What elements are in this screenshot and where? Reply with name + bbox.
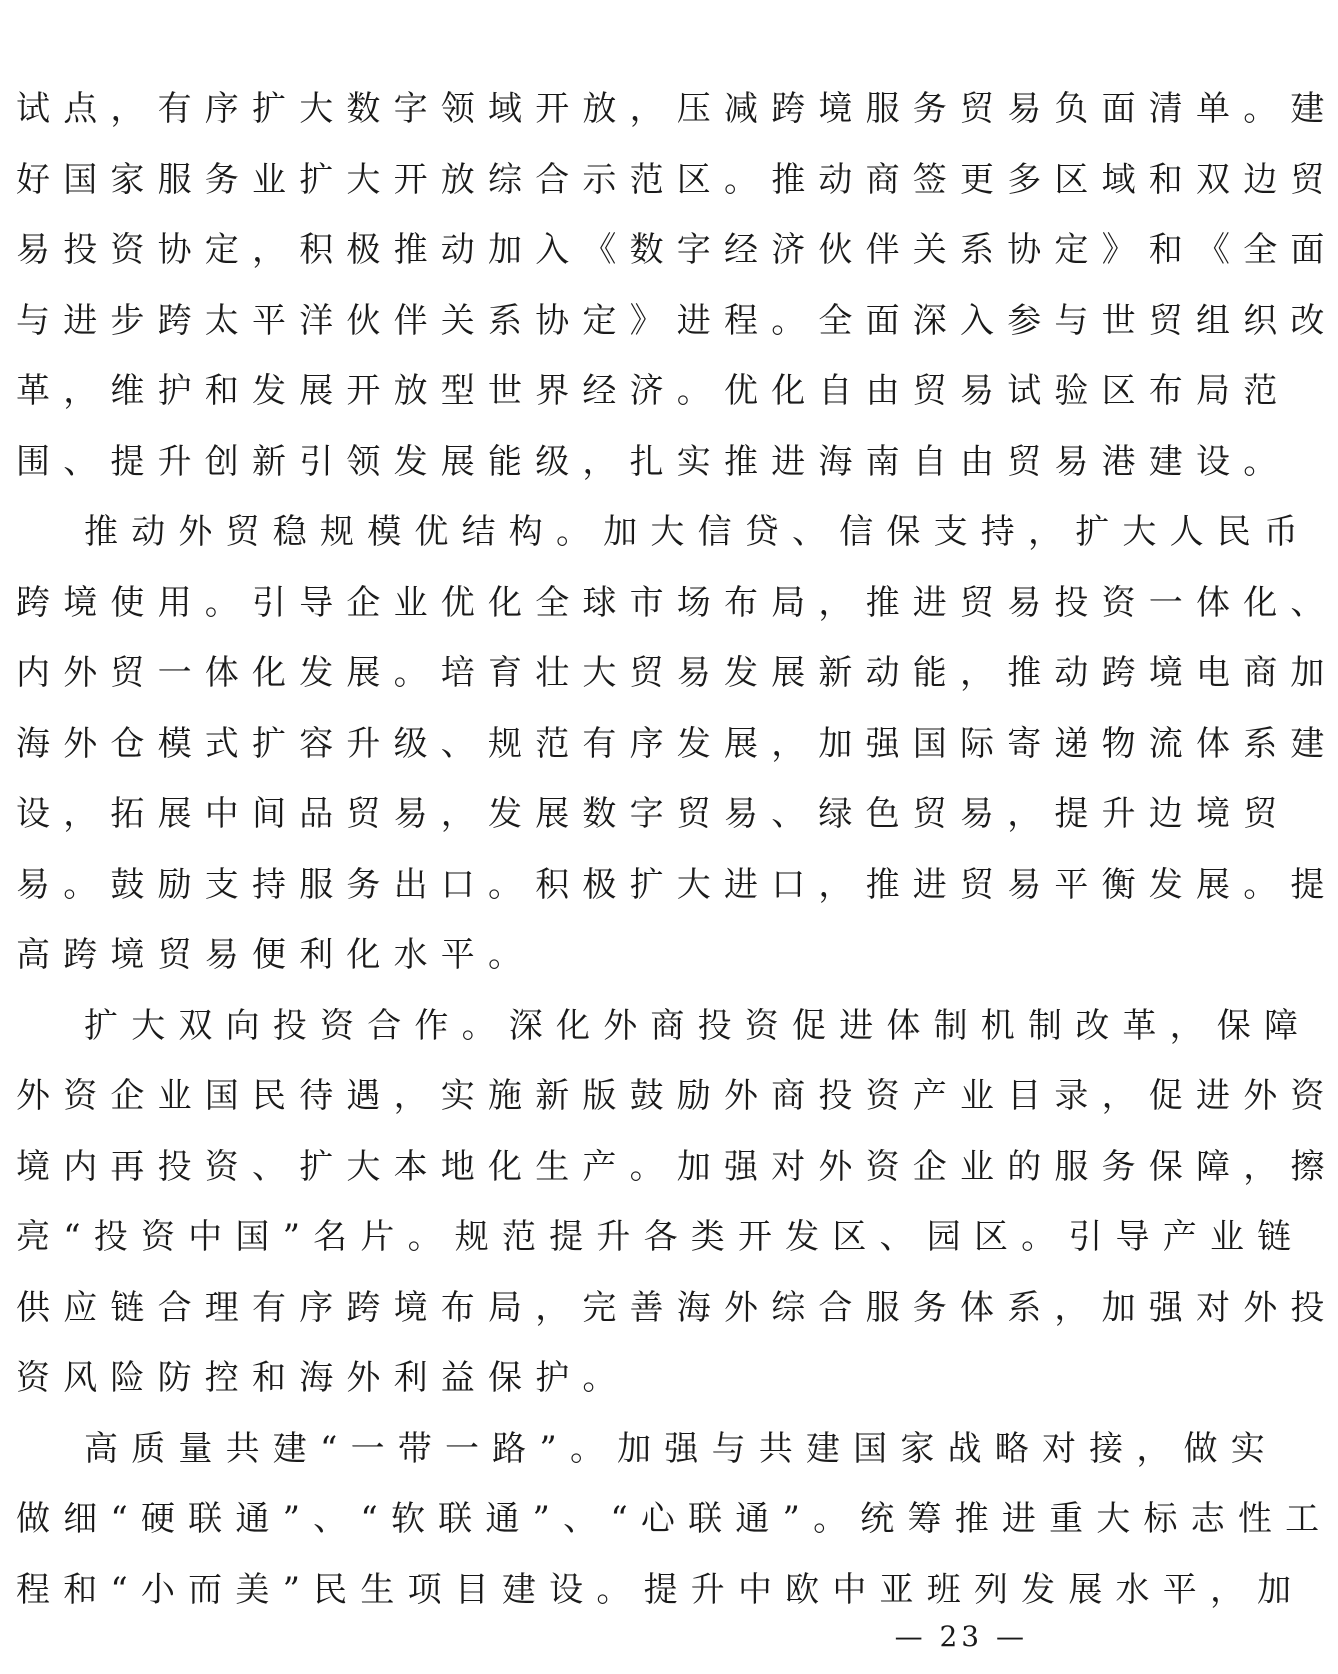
text-line: 易。鼓励支持服务出口。积极扩大进口，推进贸易平衡发展。提	[16, 864, 1338, 905]
paragraph-2	[16, 497, 1338, 991]
text-line: 亮“投资中国”名片。规范提升各类开发区、园区。引导产业链	[16, 1217, 1305, 1257]
text-line: 高跨境贸易便利化水平。	[16, 935, 536, 975]
text-line: 与进步跨太平洋伙伴关系协定》进程。全面深入参与世贸组织改	[16, 300, 1338, 341]
text-line: 扩大双向投资合作。深化外商投资促进体制机制改革，保障	[84, 1005, 1312, 1046]
text-line: 推动外贸稳规模优结构。加大信贷、信保支持，扩大人民币	[84, 512, 1312, 552]
text-line: 海外仓模式扩容升级、规范有序发展，加强国际寄递物流体系建	[16, 723, 1338, 764]
text-line: 供应链合理有序跨境布局，完善海外综合服务体系，加强对外投	[16, 1287, 1338, 1328]
text-line: 好国家服务业扩大开放综合示范区。推动商签更多区域和双边贸	[16, 159, 1338, 200]
text-line: 境内再投资、扩大本地化生产。加强对外资企业的服务保障，擦	[16, 1146, 1338, 1187]
text-line: 做细“硬联通”、“软联通”、“心联通”。统筹推进重大标志性工	[16, 1499, 1333, 1539]
text-line: 易投资协定，积极推动加入《数字经济伙伴关系协定》和《全面	[16, 230, 1338, 270]
text-line: 跨境使用。引导企业优化全球市场布局，推进贸易投资一体化、	[16, 582, 1338, 623]
text-line: 内外贸一体化发展。培育壮大贸易发展新动能，推动跨境电商加	[16, 653, 1338, 693]
text-line: 资风险防控和海外利益保护。	[16, 1358, 630, 1398]
text-line: 围、提升创新引领发展能级，扎实推进海南自由贸易港建设。	[16, 441, 1291, 482]
text-line: 设，拓展中间品贸易，发展数字贸易、绿色贸易，提升边境贸	[16, 794, 1291, 834]
page-number: — 23 —	[894, 1620, 1028, 1653]
text-line: 试点，有序扩大数字领域开放，压减跨境服务贸易负面清单。建	[16, 89, 1338, 129]
document-body	[16, 74, 1338, 1625]
text-line: 高质量共建“一带一路”。加强与共建国家战略对接，做实	[84, 1428, 1278, 1469]
text-line: 程和“小而美”民生项目建设。提升中欧中亚班列发展水平，加	[16, 1569, 1305, 1610]
paragraph-3	[16, 991, 1338, 1414]
text-line: 外资企业国民待遇，实施新版鼓励外商投资产业目录，促进外资	[16, 1076, 1338, 1116]
paragraph-1	[16, 74, 1338, 497]
text-line: 革，维护和发展开放型世界经济。优化自由贸易试验区布局范	[16, 371, 1291, 411]
paragraph-4	[16, 1414, 1333, 1626]
